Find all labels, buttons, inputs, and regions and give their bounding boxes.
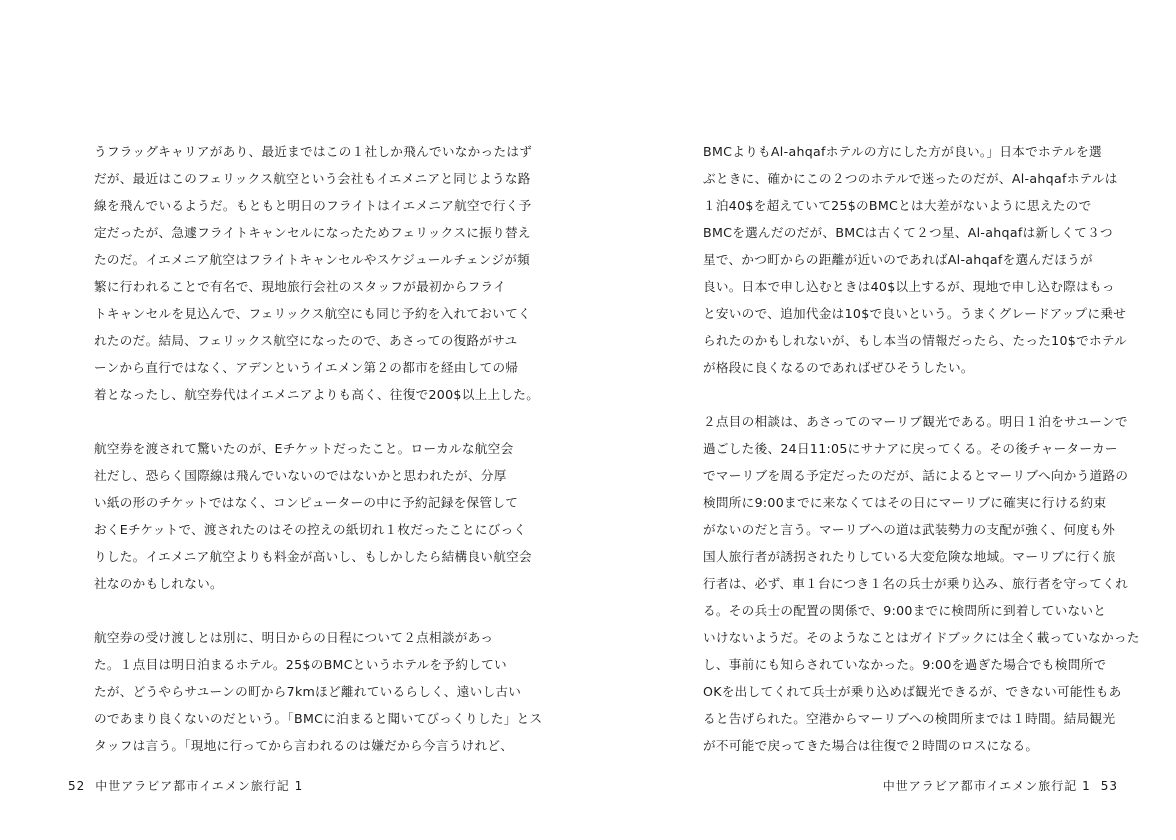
text-line: 社だし、恐らく国際線は飛んでいないのではないかと思われたが、分厚 [94, 468, 507, 483]
paragraph [703, 138, 1128, 381]
text-line: い紙の形のチケットではなく、コンピューターの中に予約記録を保管して [94, 495, 519, 510]
running-title: 中世アラビア都市イエメン旅行記 1 [95, 779, 304, 793]
right-page [588, 0, 1176, 840]
text-line: 着となったし、航空券代はイエメニアよりも高く、往復で200$以上上した。 [94, 387, 540, 402]
running-title: 中世アラビア都市イエメン旅行記 1 [882, 779, 1091, 793]
text-line: １泊40$を超えていて25$のBMCとは大差がないように思えたので [703, 198, 1092, 213]
text-line: だが、最近はこのフェリックス航空という会社もイエメニアと同じような路 [94, 171, 531, 186]
text-line: 過ごした後、24日11:05にサナアに戻ってくる。その後チャーターカー [703, 441, 1118, 456]
text-line: BMCよりもAl-ahqafホテルの方にした方が良い。」日本でホテルを選 [703, 144, 1102, 159]
text-line: がないのだと言う。マーリブへの道は武装勢力の支配が強く、何度も外 [703, 522, 1116, 537]
text-line: でマーリブを周る予定だったのだが、話によるとマーリブへ向かう道路の [703, 468, 1129, 483]
text-line: た。１点目は明日泊まるホテル。25$のBMCというホテルを予約してい [94, 657, 507, 672]
text-line: ると告げられた。空港からマーリブへの検問所までは１時間。結局観光 [703, 711, 1116, 726]
text-line: し、事前にも知らされていなかった。9:00を過ぎた場合でも検問所で [703, 657, 1107, 672]
paragraph [94, 138, 540, 408]
text-line: と安いので、追加代金は10$で良いという。うまくグレードアップに乗せ [703, 306, 1127, 321]
text-line: 航空券を渡されて驚いたのが、Eチケットだったこと。ローカルな航空会 [94, 441, 514, 456]
text-line: たのだ。イエメニア航空はフライトキャンセルやスケジュールチェンジが頻 [94, 252, 531, 267]
text-line: 定だったが、急遽フライトキャンセルになったためフェリックスに振り替え [94, 225, 531, 240]
text-line: BMCを選んだのだが、BMCは古くて２つ星、Al-ahqafは新しくて３つ [703, 225, 1113, 240]
text-line: 国人旅行者が誘拐されたりしている大変危険な地域。マーリブに行く旅 [703, 549, 1116, 564]
text-line: りした。イエメニア航空よりも料金が高いし、もしかしたら結構良い航空会 [94, 549, 532, 564]
text-line: れたのだ。結局、フェリックス航空になったので、あさっての復路がサユ [94, 333, 518, 348]
text-line: おくEチケットで、渡されたのはその控えの紙切れ１枚だったことにびっく [94, 522, 527, 537]
text-line: ２点目の相談は、あさってのマーリブ観光である。明日１泊をサユーンで [703, 414, 1128, 429]
text-line: OKを出してくれて兵士が乗り込めば観光できるが、できない可能性もあ [703, 684, 1122, 699]
text-line: ぶときに、確かにこの２つのホテルで迷ったのだが、Al-ahqafホテルは [703, 171, 1118, 186]
text-line: たが、どうやらサユーンの町から7kmほど離れているらしく、遠いし古い [94, 684, 522, 699]
left-footer [58, 777, 303, 794]
paragraph [94, 435, 532, 597]
text-line: 良い。日本で申し込むときは40$以上するが、現地で申し込む際はもっ [703, 279, 1115, 294]
text-line: 星で、かつ町からの距離が近いのであればAl-ahqafを選んだほうが [703, 252, 1093, 267]
text-line: 社なのかもしれない。 [94, 576, 223, 591]
page-number: 52 [68, 779, 86, 793]
text-line: 航空券の受け渡しとは別に、明日からの日程について２点相談があっ [94, 630, 494, 645]
right-footer [883, 777, 1128, 794]
paragraph [703, 408, 1140, 759]
text-line: 線を飛んでいるようだ。もともと明日のフライトはイエメニア航空で行く予 [94, 198, 532, 213]
text-line: トキャンセルを見込んで、フェリックス航空にも同じ予約を入れておいてく [94, 306, 531, 321]
text-line: のであまり良くないのだという。「BMCに泊まると聞いてびっくりした」とス [94, 711, 543, 726]
paragraph [94, 624, 543, 759]
text-line: いけないようだ。そのようなことはガイドブックには全く載っていなかった [703, 630, 1140, 645]
text-line: られたのかもしれないが、もし本当の情報だったら、たった10$でホテル [703, 333, 1128, 348]
text-line: 繁に行われることで有名で、現地旅行会社のスタッフが最初からフライ [94, 279, 506, 294]
text-line: うフラッグキャリアがあり、最近まではこの１社しか飛んでいなかったはず [94, 144, 533, 159]
text-line: ーンから直行ではなく、アデンというイエメン第２の都市を経由しての帰 [94, 360, 519, 375]
left-body-text [94, 138, 543, 786]
text-line: が不可能で戻ってきた場合は往復で２時間のロスになる。 [703, 738, 1039, 753]
text-line: 行者は、必ず、車１台につき１名の兵士が乗り込み、旅行者を守ってくれ [703, 576, 1128, 591]
text-line: タッフは言う。「現地に行ってから言われるのは嫌だから今言うけれど、 [94, 738, 514, 753]
text-line: が格段に良くなるのであればぜひそうしたい。 [703, 360, 974, 375]
page-number: 53 [1100, 779, 1118, 793]
text-line: 検問所に9:00までに来なくてはその日にマーリブに確実に行ける約束 [703, 495, 1107, 510]
text-line: る。その兵士の配置の関係で、9:00までに検問所に到着していないと [703, 603, 1107, 618]
